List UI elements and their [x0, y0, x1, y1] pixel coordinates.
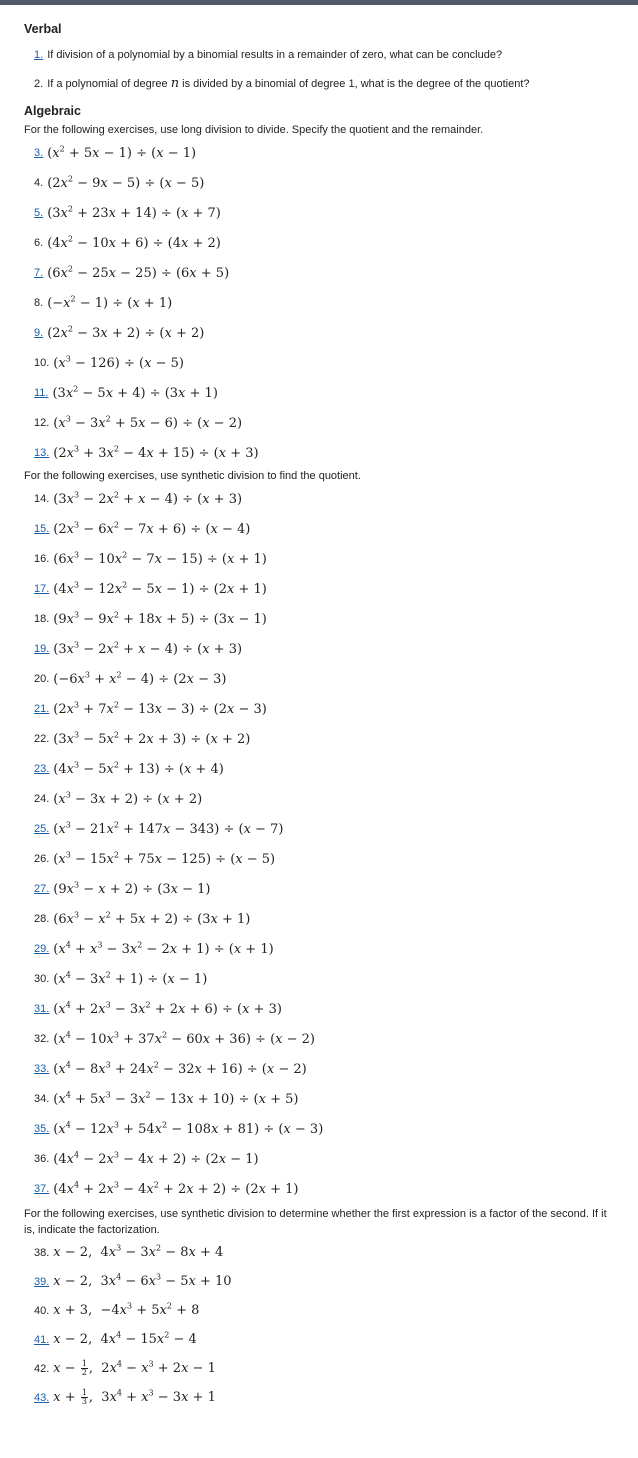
expression: $(x^3 - 3x^2 + 5x - 6) \div (x - 2)$	[53, 414, 243, 431]
exercise-36	[24, 1144, 614, 1174]
exercise-number-link[interactable]: 31.	[34, 1003, 50, 1015]
exercise-number-link[interactable]: 17.	[34, 583, 50, 595]
exercise-34	[24, 1084, 614, 1114]
exercise-17	[24, 574, 614, 604]
expression: $(6x^3 - x^2 + 5x + 2) \div (3x + 1)$	[53, 910, 251, 927]
exercise-24	[24, 784, 614, 814]
exercise-number: 10.	[34, 357, 50, 369]
exercise-number-link[interactable]: 11.	[34, 387, 49, 399]
expression: x − $\frac{1}{2}$ , $2x^4 - x^3 + 2x - 1$	[53, 1359, 216, 1377]
exercise-number-link[interactable]: 25.	[34, 823, 50, 835]
exercise-41	[24, 1325, 614, 1354]
exercise-1	[24, 40, 614, 69]
exercise-number-link[interactable]: 33.	[34, 1063, 50, 1075]
exercise-number: 12.	[34, 417, 50, 429]
exercise-number-link[interactable]: 9.	[34, 327, 44, 339]
exercise-16	[24, 544, 614, 574]
question-text: If division of a polynomial by a binomial results in a remainder of zero, what can be conclude?	[47, 48, 503, 61]
exercise-number: 26.	[34, 853, 50, 865]
synthetic-factor-instruction: For the following exercises, use synthetic division to determine whether the first expression is a factor of the second. If it is, indicate the factorization.	[24, 1208, 607, 1236]
expression: $(4x^2 - 10x + 6) \div (4x + 2)$	[47, 234, 221, 251]
expression: $(9x^3 - x + 2) \div (3x - 1)$	[53, 880, 211, 897]
exercise-number: 40.	[34, 1304, 50, 1317]
exercise-number-link[interactable]: 19.	[34, 643, 50, 655]
expression: x − 2, $3x^4 - 6x^3 - 5x + 10$	[53, 1272, 232, 1289]
expression: $(6x^2 - 25x - 25) \div (6x + 5)$	[47, 264, 230, 281]
expression: $(x^2 + 5x - 1) \div (x - 1)$	[47, 144, 197, 161]
exercise-number: 30.	[34, 973, 50, 985]
expression: $(2x^2 - 3x + 2) \div (x + 2)$	[47, 324, 205, 341]
expression: $(x^3 - 21x^2 + 147x - 343) \div (x - 7)$	[53, 820, 284, 837]
exercise-14	[24, 484, 614, 514]
question-text	[47, 76, 529, 91]
exercise-19	[24, 634, 614, 664]
exercise-number: 28.	[34, 913, 50, 925]
exercise-number-link[interactable]: 5.	[34, 207, 44, 219]
exercise-number-link[interactable]: 37.	[34, 1183, 50, 1195]
expression: $(x^4 - 12x^3 + 54x^2 - 108x + 81) \div (x - 3)$	[53, 1120, 324, 1137]
exercise-25	[24, 814, 614, 844]
exercise-39	[24, 1267, 614, 1296]
exercise-9	[24, 318, 614, 348]
exercise-22	[24, 724, 614, 754]
exercise-number-link[interactable]: 13.	[34, 447, 50, 459]
exercise-number: 14.	[34, 493, 50, 505]
exercise-37	[24, 1174, 614, 1204]
long-division-instruction: For the following exercises, use long division to divide. Specify the quotient and the remainder.	[24, 124, 484, 136]
exercise-number: 20.	[34, 673, 50, 685]
exercise-2	[24, 69, 614, 98]
exercise-number-link[interactable]: 29.	[34, 943, 50, 955]
expression: x − 2, $4x^4 - 15x^2 - 4$	[53, 1330, 197, 1347]
exercise-33	[24, 1054, 614, 1084]
exercise-number: 32.	[34, 1033, 50, 1045]
exercise-number-link[interactable]: 27.	[34, 883, 50, 895]
question-text-b: is divided by a binomial of degree 1, what is the degree of the quotient?	[182, 78, 530, 90]
exercise-number: 24.	[34, 793, 50, 805]
exercise-7	[24, 258, 614, 288]
exercise-number: 4.	[34, 177, 44, 189]
exercise-page	[0, 5, 638, 1412]
exercise-8	[24, 288, 614, 318]
expression: $(3x^3 - 2x^2 + x - 4) \div (x + 3)$	[53, 640, 243, 657]
exercise-13	[24, 438, 614, 468]
exercise-21	[24, 694, 614, 724]
exercise-12	[24, 408, 614, 438]
expression: $(x^4 + x^3 - 3x^2 - 2x + 1) \div (x + 1)$	[53, 940, 274, 957]
fraction-one-half: $\frac{1}{2}$	[81, 1359, 87, 1377]
expression: $(3x^3 - 2x^2 + x - 4) \div (x + 3)$	[53, 490, 243, 507]
exercise-number-link[interactable]: 1.	[34, 48, 44, 61]
exercise-40	[24, 1296, 614, 1325]
expression: $(6x^3 - 10x^2 - 7x - 15) \div (x + 1)$	[53, 550, 267, 567]
expression: x + 3, $-4x^3 + 5x^2 + 8$	[53, 1301, 200, 1318]
expression: $(-6x^3 + x^2 - 4) \div (2x - 3)$	[53, 670, 227, 687]
exercise-35	[24, 1114, 614, 1144]
expression: $(x^3 - 3x + 2) \div (x + 2)$	[53, 790, 203, 807]
exercise-26	[24, 844, 614, 874]
exercise-number: 6.	[34, 237, 44, 249]
exercise-30	[24, 964, 614, 994]
exercise-number: 2.	[34, 77, 44, 90]
expression: $(4x^3 - 12x^2 - 5x - 1) \div (2x + 1)$	[53, 580, 267, 597]
exercise-number: 36.	[34, 1153, 50, 1165]
exercise-number: 18.	[34, 613, 50, 625]
expression: $(9x^3 - 9x^2 + 18x + 5) \div (3x - 1)$	[53, 610, 267, 627]
expression: $(4x^4 + 2x^3 - 4x^2 + 2x + 2) \div (2x + 1)$	[53, 1180, 299, 1197]
exercise-4	[24, 168, 614, 198]
exercise-number: 42.	[34, 1362, 50, 1375]
exercise-number-link[interactable]: 43.	[34, 1391, 50, 1404]
question-text-a: If a polynomial of degree	[47, 78, 168, 90]
expression: $(x^4 + 2x^3 - 3x^2 + 2x + 6) \div (x + 3)$	[53, 1000, 282, 1017]
exercise-20	[24, 664, 614, 694]
exercise-32	[24, 1024, 614, 1054]
expression: $(x^4 - 3x^2 + 1) \div (x - 1)$	[53, 970, 208, 987]
exercise-6	[24, 228, 614, 258]
exercise-31	[24, 994, 614, 1024]
exercise-28	[24, 904, 614, 934]
exercise-number-link[interactable]: 35.	[34, 1123, 50, 1135]
exercise-number-link[interactable]: 23.	[34, 763, 50, 775]
exercise-number: 22.	[34, 733, 50, 745]
exercise-number-link[interactable]: 41.	[34, 1333, 50, 1346]
exercise-23	[24, 754, 614, 784]
exercise-number-link[interactable]: 7.	[34, 267, 44, 279]
exercise-number-link[interactable]: 3.	[34, 147, 44, 159]
expression: $(3x^2 - 5x + 4) \div (3x + 1)$	[52, 384, 218, 401]
expression: $(x^4 + 5x^3 - 3x^2 - 13x + 10) \div (x + 5)$	[53, 1090, 299, 1107]
algebraic-heading: Algebraic	[24, 104, 81, 118]
expression: $(4x^3 - 5x^2 + 13) \div (x + 4)$	[53, 760, 224, 777]
exercise-number: 16.	[34, 553, 50, 565]
exercise-number-link[interactable]: 15.	[34, 523, 50, 535]
exercise-15	[24, 514, 614, 544]
expression: $(x^3 - 15x^2 + 75x - 125) \div (x - 5)$	[53, 850, 276, 867]
synthetic-quotient-instruction: For the following exercises, use synthetic division to find the quotient.	[24, 470, 361, 482]
expression: $(3x^3 - 5x^2 + 2x + 3) \div (x + 2)$	[53, 730, 251, 747]
exercise-18	[24, 604, 614, 634]
expression: $(-x^2 - 1) \div (x + 1)$	[47, 294, 173, 311]
exercise-number-link[interactable]: 21.	[34, 703, 50, 715]
exercise-29	[24, 934, 614, 964]
exercise-3	[24, 138, 614, 168]
exercise-number: 8.	[34, 297, 44, 309]
expression: $(3x^2 + 23x + 14) \div (x + 7)$	[47, 204, 221, 221]
expression: $(2x^3 + 7x^2 - 13x - 3) \div (2x - 3)$	[53, 700, 267, 717]
exercise-43	[24, 1383, 614, 1412]
exercise-38	[24, 1238, 614, 1267]
degree-variable: n	[170, 76, 180, 91]
expression: $(4x^4 - 2x^3 - 4x + 2) \div (2x - 1)$	[53, 1150, 259, 1167]
expression: $(x^4 - 10x^3 + 37x^2 - 60x + 36) \div (x - 2)$	[53, 1030, 315, 1047]
exercise-5	[24, 198, 614, 228]
exercise-10	[24, 348, 614, 378]
expression: $(x^3 - 126) \div (x - 5)$	[53, 354, 184, 371]
expression: $(2x^3 + 3x^2 - 4x + 15) \div (x + 3)$	[53, 444, 259, 461]
expression: x + $\frac{1}{3}$ , $3x^4 + x^3 - 3x + 1$	[53, 1388, 216, 1406]
exercise-27	[24, 874, 614, 904]
expression: x − 2, $4x^3 - 3x^2 - 8x + 4$	[53, 1243, 224, 1260]
exercise-number: 34.	[34, 1093, 50, 1105]
expression: $(2x^2 - 9x - 5) \div (x - 5)$	[47, 174, 205, 191]
fraction-one-third: $\frac{1}{3}$	[81, 1388, 87, 1406]
exercise-number: 38.	[34, 1246, 50, 1259]
exercise-42	[24, 1354, 614, 1383]
verbal-heading: Verbal	[24, 22, 62, 36]
expression: $(2x^3 - 6x^2 - 7x + 6) \div (x - 4)$	[53, 520, 251, 537]
exercise-11	[24, 378, 614, 408]
exercise-number-link[interactable]: 39.	[34, 1275, 50, 1288]
expression: $(x^4 - 8x^3 + 24x^2 - 32x + 16) \div (x - 2)$	[53, 1060, 307, 1077]
